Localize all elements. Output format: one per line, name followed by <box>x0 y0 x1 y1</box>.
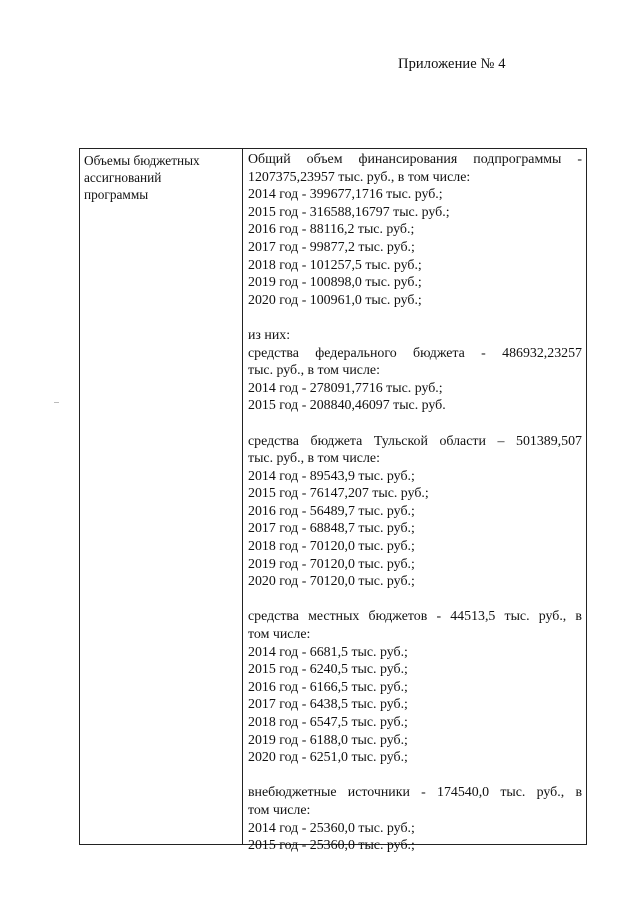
funding-line: том числе: <box>248 627 311 643</box>
funding-line: средства бюджета Тульской области – 501389,507 <box>248 433 582 449</box>
funding-line: 2014 год - 25360,0 тыс. руб.; <box>248 820 415 836</box>
funding-line: 2014 год - 89543,9 тыс. руб.; <box>248 468 415 484</box>
block-spacer <box>248 591 582 609</box>
funding-line: средства федерального бюджета - 486932,23257 <box>248 345 582 361</box>
funding-line: внебюджетные источники - 174540,0 тыс. руб., в <box>248 785 582 801</box>
funding-line: из них: <box>248 327 291 343</box>
funding-line: 2020 год - 6251,0 тыс. руб.; <box>248 750 408 766</box>
funding-line: тыс. руб., в том числе: <box>248 451 380 467</box>
funding-line: 2018 год - 6547,5 тыс. руб.; <box>248 715 408 730</box>
funding-line: том числе: <box>248 802 311 818</box>
funding-line: 2015 год - 208840,46097 тыс. руб. <box>248 398 446 414</box>
label-line: Объемы бюджетных <box>84 153 200 168</box>
scan-artifact <box>54 402 59 403</box>
funding-line: 2016 год - 6166,5 тыс. руб.; <box>248 679 408 695</box>
funding-line: 2015 год - 316588,16797 тыс. руб.; <box>248 204 450 220</box>
appendix-label: Приложение № 4 <box>398 56 506 72</box>
block-spacer <box>248 767 582 785</box>
funding-line: 2014 год - 399677,1716 тыс. руб.; <box>248 187 443 203</box>
label-line: ассигнований <box>84 170 162 186</box>
funding-line: 2015 год - 76147,207 тыс. руб.; <box>248 486 429 502</box>
budget-table <box>79 148 587 854</box>
funding-line: 2020 год - 70120,0 тыс. руб.; <box>248 574 415 590</box>
funding-line: Общий объем финансирования подпрограммы - <box>248 152 582 167</box>
table-label-cell <box>80 149 243 844</box>
funding-line: 2016 год - 88116,2 тыс. руб.; <box>248 222 415 238</box>
funding-line: 2018 год - 101257,5 тыс. руб.; <box>248 257 422 273</box>
funding-line: 2019 год - 70120,0 тыс. руб.; <box>248 556 415 572</box>
block-spacer <box>248 309 582 327</box>
funding-line: 2019 год - 100898,0 тыс. руб.; <box>248 275 422 291</box>
table-content-cell <box>243 149 586 854</box>
funding-line: 2017 год - 68848,7 тыс. руб.; <box>248 521 415 537</box>
funding-line: 2014 год - 6681,5 тыс. руб.; <box>248 644 408 660</box>
funding-line: 2015 год - 25360,0 тыс. руб.; <box>248 838 415 854</box>
funding-line: 2017 год - 99877,2 тыс. руб.; <box>248 239 415 255</box>
block-spacer <box>248 415 582 433</box>
funding-line: 2017 год - 6438,5 тыс. руб.; <box>248 697 408 713</box>
funding-line: 2018 год - 70120,0 тыс. руб.; <box>248 539 415 555</box>
funding-line: средства местных бюджетов - 44513,5 тыс. руб., в <box>248 609 582 625</box>
funding-line: тыс. руб., в том числе: <box>248 363 380 379</box>
funding-line: 2019 год - 6188,0 тыс. руб.; <box>248 732 408 748</box>
funding-line: 1207375,23957 тыс. руб., в том числе: <box>248 169 471 185</box>
funding-line: 2014 год - 278091,7716 тыс. руб.; <box>248 380 443 396</box>
funding-line: 2016 год - 56489,7 тыс. руб.; <box>248 503 415 519</box>
funding-line: 2015 год - 6240,5 тыс. руб.; <box>248 662 408 678</box>
label-line: программы <box>84 187 149 203</box>
funding-line: 2020 год - 100961,0 тыс. руб.; <box>248 292 422 308</box>
